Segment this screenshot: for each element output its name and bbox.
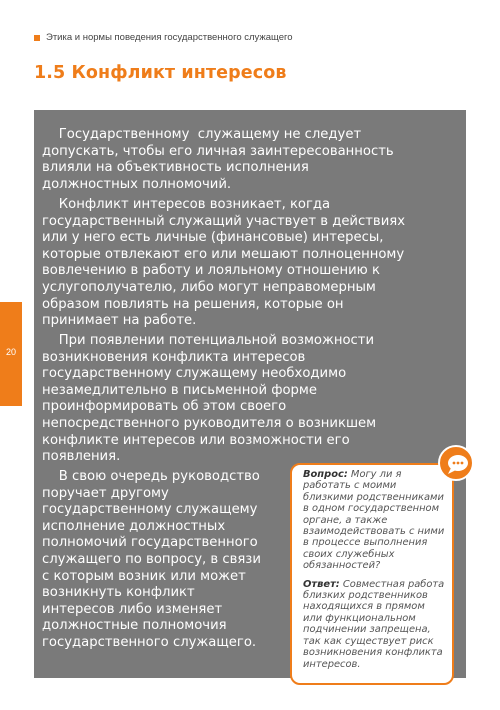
question-first-line [303, 469, 444, 480]
paragraph-line: государственного служащего. [42, 634, 257, 650]
answer-line: возникновения конфликта [303, 647, 443, 659]
question-line: в процессе выполнения [303, 537, 428, 549]
question-line: в одном государственном [303, 503, 440, 515]
answer-first-text: Совместная работа [339, 578, 445, 590]
paragraph-line: должностные полномочия [42, 618, 227, 634]
answer-line: или функциональном [303, 612, 416, 624]
paragraph-line: государственный служащий участвует в действиях [42, 213, 406, 229]
answer-line: интересов. [303, 658, 361, 670]
paragraph-line: проинформировать об этом своего [42, 399, 287, 415]
paragraph-line: с которым возник или может [42, 568, 246, 584]
paragraph-line: исполнение должностных [42, 518, 226, 534]
answer-rest [303, 590, 444, 670]
page-number: 20 [5, 347, 16, 357]
paragraph-line: непосредственного руководителя о возникшем [42, 415, 377, 431]
paragraph-line: государственному служащему [42, 502, 258, 518]
paragraph-line: должностных полномочий. [42, 176, 232, 192]
answer-label: Ответ: [303, 578, 340, 590]
paragraph-line: При появлении потенциальной возможности [42, 333, 375, 348]
paragraph-line: Государственному служащему не следует [42, 127, 362, 142]
question-line: работать с моими [303, 480, 397, 492]
paragraph-line: допускать, чтобы его личная заинтересованность [42, 143, 394, 159]
paragraph-line: возникнуть конфликт [42, 585, 195, 601]
question-line: своих служебных [303, 548, 395, 560]
paragraph-line: или у него есть личные (финансовые) интересы, [42, 230, 384, 246]
paragraph-line: появления. [42, 449, 121, 465]
question-rest [303, 480, 444, 571]
paragraph-line: служащего по вопросу, в связи [42, 551, 261, 567]
question-line: близкими родственниками [303, 491, 444, 503]
paragraph-1 [42, 127, 464, 193]
paragraph-line: которые отвлекают его или мешают полноценному [42, 246, 405, 262]
paragraph-line: государственному служащему необходимо [42, 366, 347, 382]
paragraph-line: поручает другому [42, 485, 169, 501]
chat-bubble-icon [438, 445, 474, 481]
qa-callout [290, 463, 454, 685]
answer-block [303, 579, 444, 670]
paragraph-line: образом повлиять на решения, которые он [42, 296, 344, 312]
question-line: органе, а также [303, 514, 388, 526]
paragraph-2 [42, 197, 464, 330]
paragraph-line: влияли на объективность исполнения [42, 160, 309, 176]
running-title: Этика и нормы поведения государственного служащего [46, 32, 293, 43]
answer-line: находящихся в прямом [303, 601, 425, 613]
question-label: Вопрос: [303, 469, 348, 480]
running-header [34, 32, 293, 43]
section-title: 1.5 Конфликт интересов [34, 63, 287, 83]
paragraph-line: В свою очередь руководство [42, 469, 260, 484]
paragraph-line: незамедлительно в письменной форме [42, 382, 317, 398]
answer-line: подчинении запрещена, [303, 624, 431, 636]
question-first-text: Могу ли я [347, 469, 402, 480]
answer-line: близких родственников [303, 590, 428, 602]
question-line: обязанностей? [303, 560, 381, 572]
paragraph-line: услугополучателю, либо могут неправомерным [42, 279, 376, 295]
paragraph-line: Конфликт интересов возникает, когда [42, 197, 331, 212]
question-block [303, 469, 444, 572]
header-marker [34, 35, 40, 41]
paragraph-line: принимает на работе. [42, 313, 197, 329]
answer-first-line [303, 579, 444, 590]
answer-line: так как существует риск [303, 635, 434, 647]
paragraph-line: интересов либо изменяет [42, 601, 223, 617]
paragraph-line: полномочий государственного [42, 535, 258, 551]
paragraph-3 [42, 333, 464, 466]
paragraph-line: конфликте интересов или возможности его [42, 432, 350, 448]
paragraph-line: вовлечению в работу и лояльному отношению к [42, 263, 380, 279]
question-line: взаимодействовать с ними [303, 526, 445, 538]
paragraph-line: возникновения конфликта интересов [42, 349, 306, 365]
